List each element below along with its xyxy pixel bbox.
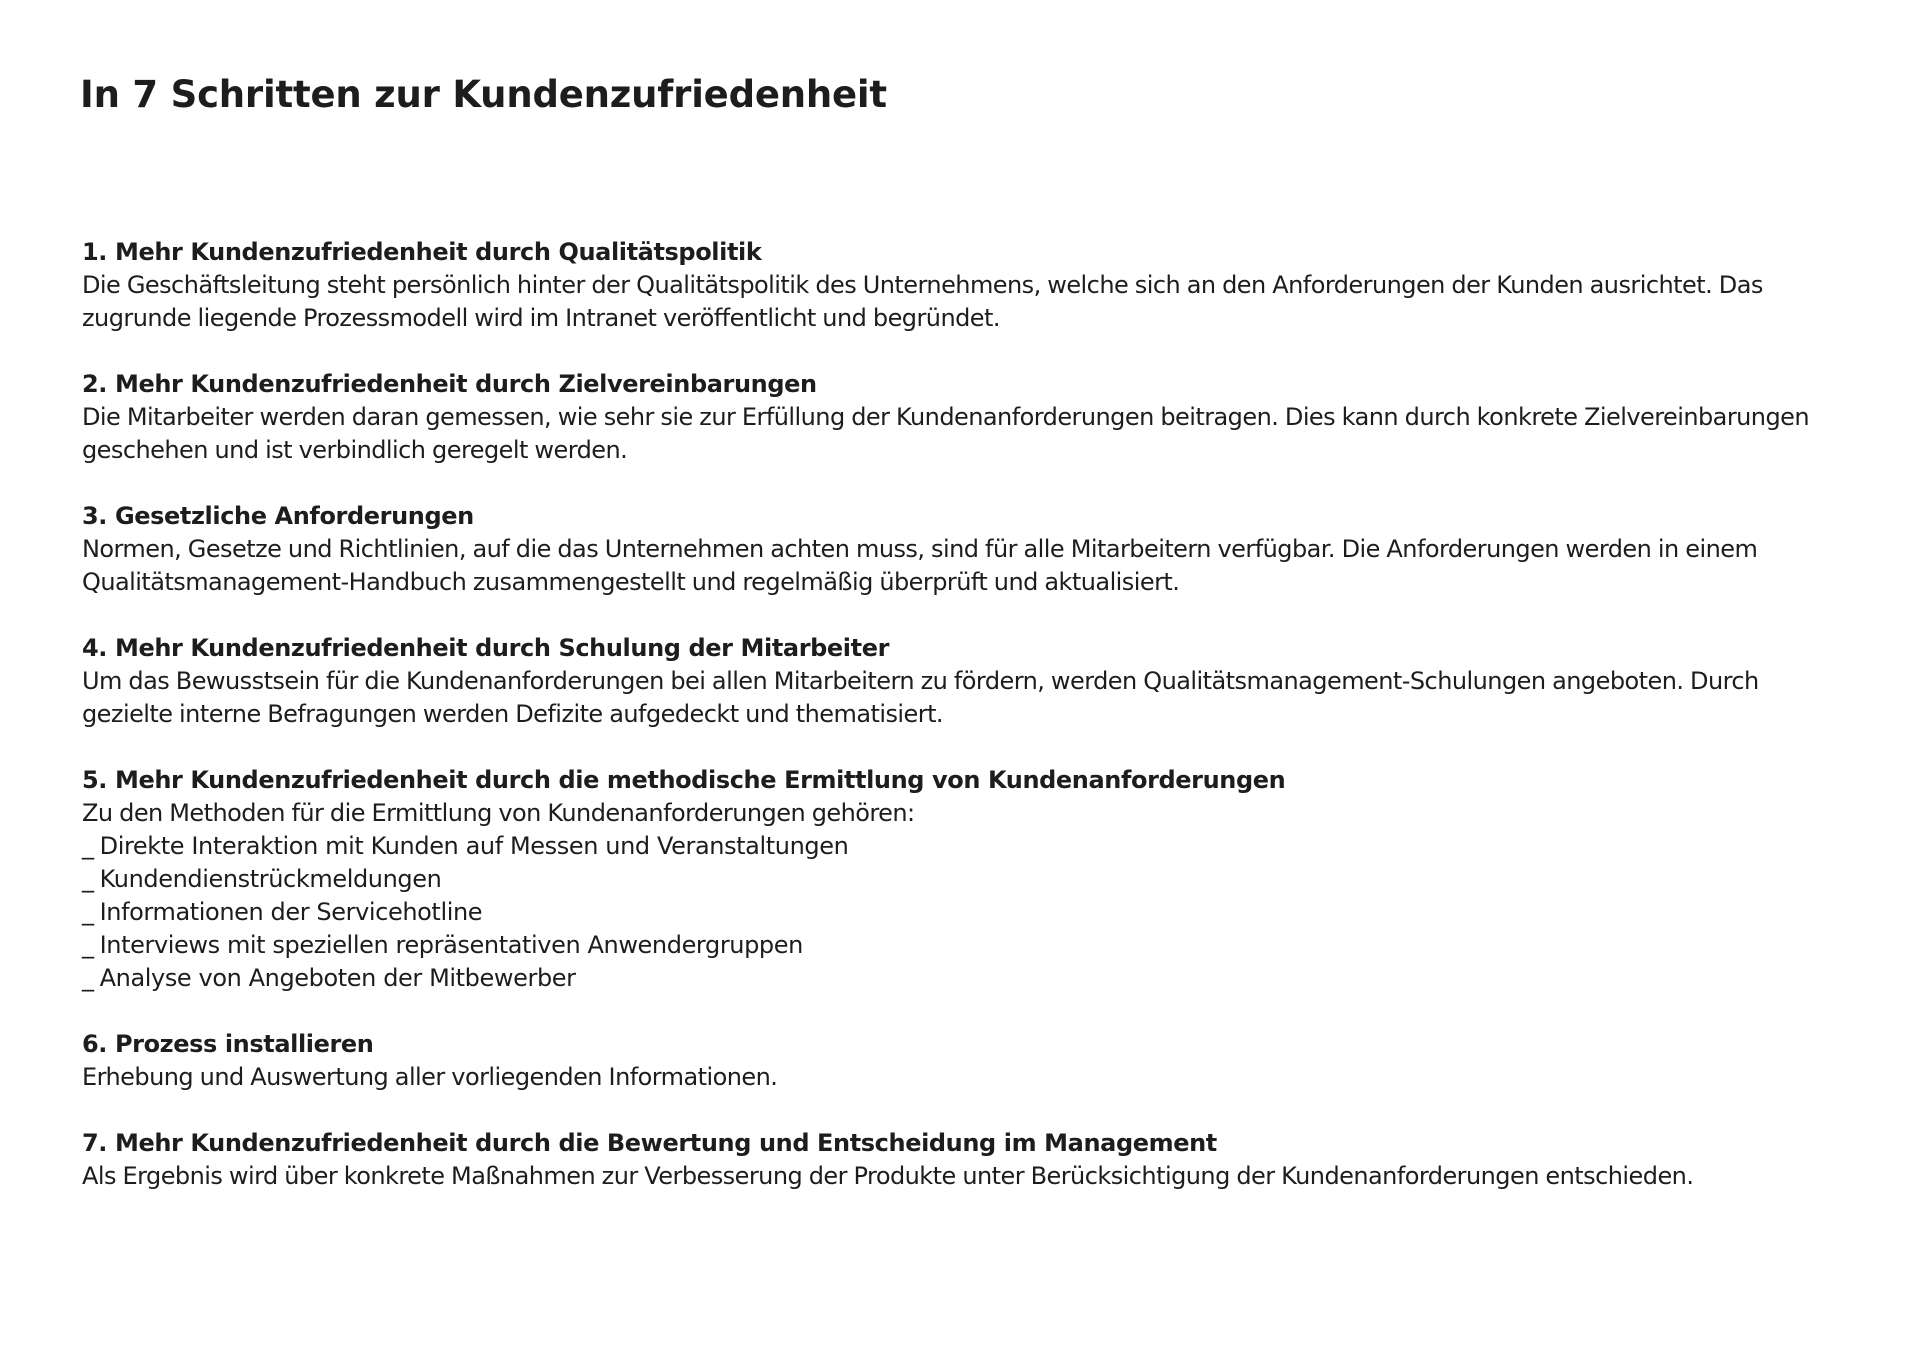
bullet-marker: _ xyxy=(82,865,94,893)
step-heading: 5. Mehr Kundenzufriedenheit durch die methodische Ermittlung von Kundenanforderungen xyxy=(82,766,1286,794)
step-7 xyxy=(82,1127,1842,1193)
steps-list xyxy=(82,236,1842,1226)
list-item-text: Analyse von Angeboten der Mitbewerber xyxy=(99,964,576,992)
list-item-text: Informationen der Servicehotline xyxy=(99,898,483,926)
list-item xyxy=(82,929,1842,962)
step-text: Normen, Gesetze und Richtlinien, auf die das Unternehmen achten muss, sind für alle Mitarbeitern verfügbar. Die Anforderungen werden in einem Qualitätsmanagement-Handbuch zusammengestellt und regelmäßig überprüft und aktualisiert. xyxy=(82,535,1758,596)
method-list xyxy=(82,830,1842,995)
list-item xyxy=(82,863,1842,896)
step-2 xyxy=(82,368,1842,467)
list-item xyxy=(82,962,1842,995)
bullet-marker: _ xyxy=(82,964,94,992)
page-title: In 7 Schritten zur Kundenzufriedenheit xyxy=(80,73,887,116)
step-heading: 7. Mehr Kundenzufriedenheit durch die Bewertung und Entscheidung im Management xyxy=(82,1129,1217,1157)
step-heading: 6. Prozess installieren xyxy=(82,1030,374,1058)
step-3 xyxy=(82,500,1842,599)
step-text: Die Mitarbeiter werden daran gemessen, wie sehr sie zur Erfüllung der Kundenanforderungen beitragen. Dies kann durch konkrete Zielvereinbarungen geschehen und ist verbindlich geregelt werden. xyxy=(82,403,1810,464)
bullet-marker: _ xyxy=(82,931,94,959)
bullet-marker: _ xyxy=(82,832,94,860)
bullet-marker: _ xyxy=(82,898,94,926)
step-text: Zu den Methoden für die Ermittlung von Kundenanforderungen gehören: xyxy=(82,799,915,827)
step-text: Die Geschäftsleitung steht persönlich hinter der Qualitätspolitik des Unternehmens, welche sich an den Anforderungen der Kunden ausrichtet. Das zugrunde liegende Prozessmodell wird im Intranet veröffentlicht und begründet. xyxy=(82,271,1763,332)
step-5 xyxy=(82,764,1842,995)
step-heading: 2. Mehr Kundenzufriedenheit durch Zielvereinbarungen xyxy=(82,370,817,398)
list-item-text: Interviews mit speziellen repräsentativen Anwendergruppen xyxy=(99,931,803,959)
list-item xyxy=(82,830,1842,863)
list-item-text: Kundendienstrückmeldungen xyxy=(99,865,442,893)
step-4 xyxy=(82,632,1842,731)
step-text: Um das Bewusstsein für die Kundenanforderungen bei allen Mitarbeitern zu fördern, werden Qualitätsmanagement-Schulungen angeboten. Durch gezielte interne Befragungen werden Defizite aufgedeckt und thematisiert. xyxy=(82,667,1759,728)
step-heading: 3. Gesetzliche Anforderungen xyxy=(82,502,474,530)
step-heading: 4. Mehr Kundenzufriedenheit durch Schulung der Mitarbeiter xyxy=(82,634,890,662)
step-6 xyxy=(82,1028,1842,1094)
step-1 xyxy=(82,236,1842,335)
list-item xyxy=(82,896,1842,929)
step-text: Als Ergebnis wird über konkrete Maßnahmen zur Verbesserung der Produkte unter Berücksichtigung der Kundenanforderungen entschieden. xyxy=(82,1162,1694,1190)
step-text: Erhebung und Auswertung aller vorliegenden Informationen. xyxy=(82,1063,778,1091)
list-item-text: Direkte Interaktion mit Kunden auf Messen und Veranstaltungen xyxy=(99,832,849,860)
step-heading: 1. Mehr Kundenzufriedenheit durch Qualitätspolitik xyxy=(82,238,762,266)
